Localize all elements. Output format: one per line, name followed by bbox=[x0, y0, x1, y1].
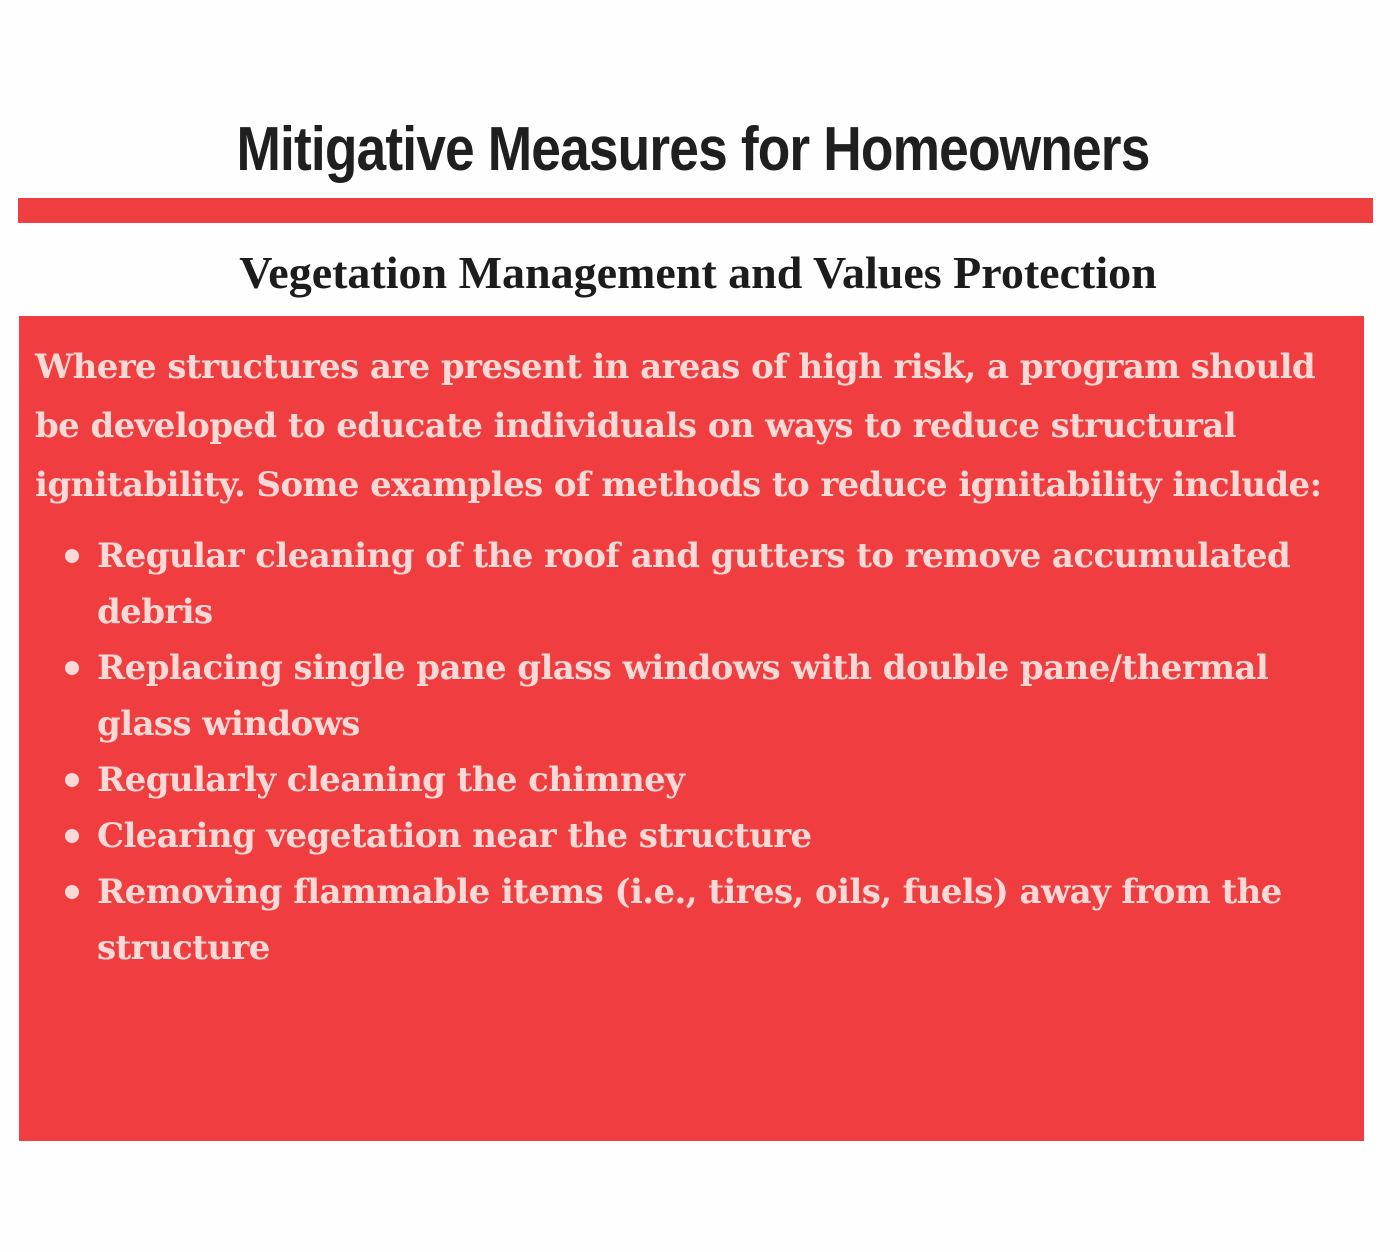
list-item bbox=[63, 528, 1343, 640]
page-title: Mitigative Measures for Homeowners bbox=[236, 115, 1150, 184]
list-item-text: Removing flammable items (i.e., tires, oils, fuels) away from the structure bbox=[97, 872, 1282, 968]
list-item bbox=[63, 808, 1343, 864]
title-divider bbox=[18, 198, 1373, 223]
bullet-dot-icon bbox=[65, 885, 79, 899]
list-item bbox=[63, 752, 1343, 808]
list-item-text: Regular cleaning of the roof and gutters to remove accumulated debris bbox=[97, 536, 1291, 632]
list-item bbox=[63, 640, 1343, 752]
content-panel bbox=[19, 316, 1364, 1141]
bullet-dot-icon bbox=[65, 773, 79, 787]
bullet-dot-icon bbox=[65, 829, 79, 843]
bullet-dot-icon bbox=[65, 661, 79, 675]
page-subtitle: Vegetation Management and Values Protection bbox=[239, 247, 1157, 298]
list-item-text: Clearing vegetation near the structure bbox=[97, 816, 812, 856]
intro-paragraph: Where structures are present in areas of high risk, a program should be developed to educate individuals on ways to reduce structural ignitability. Some examples of methods to reduce ignitability include: bbox=[35, 347, 1322, 505]
list-item-text: Regularly cleaning the chimney bbox=[97, 760, 685, 800]
measures-list bbox=[63, 528, 1343, 976]
bullet-dot-icon bbox=[65, 549, 79, 563]
list-item-text: Replacing single pane glass windows with double pane/thermal glass windows bbox=[97, 648, 1269, 744]
list-item bbox=[63, 864, 1343, 976]
